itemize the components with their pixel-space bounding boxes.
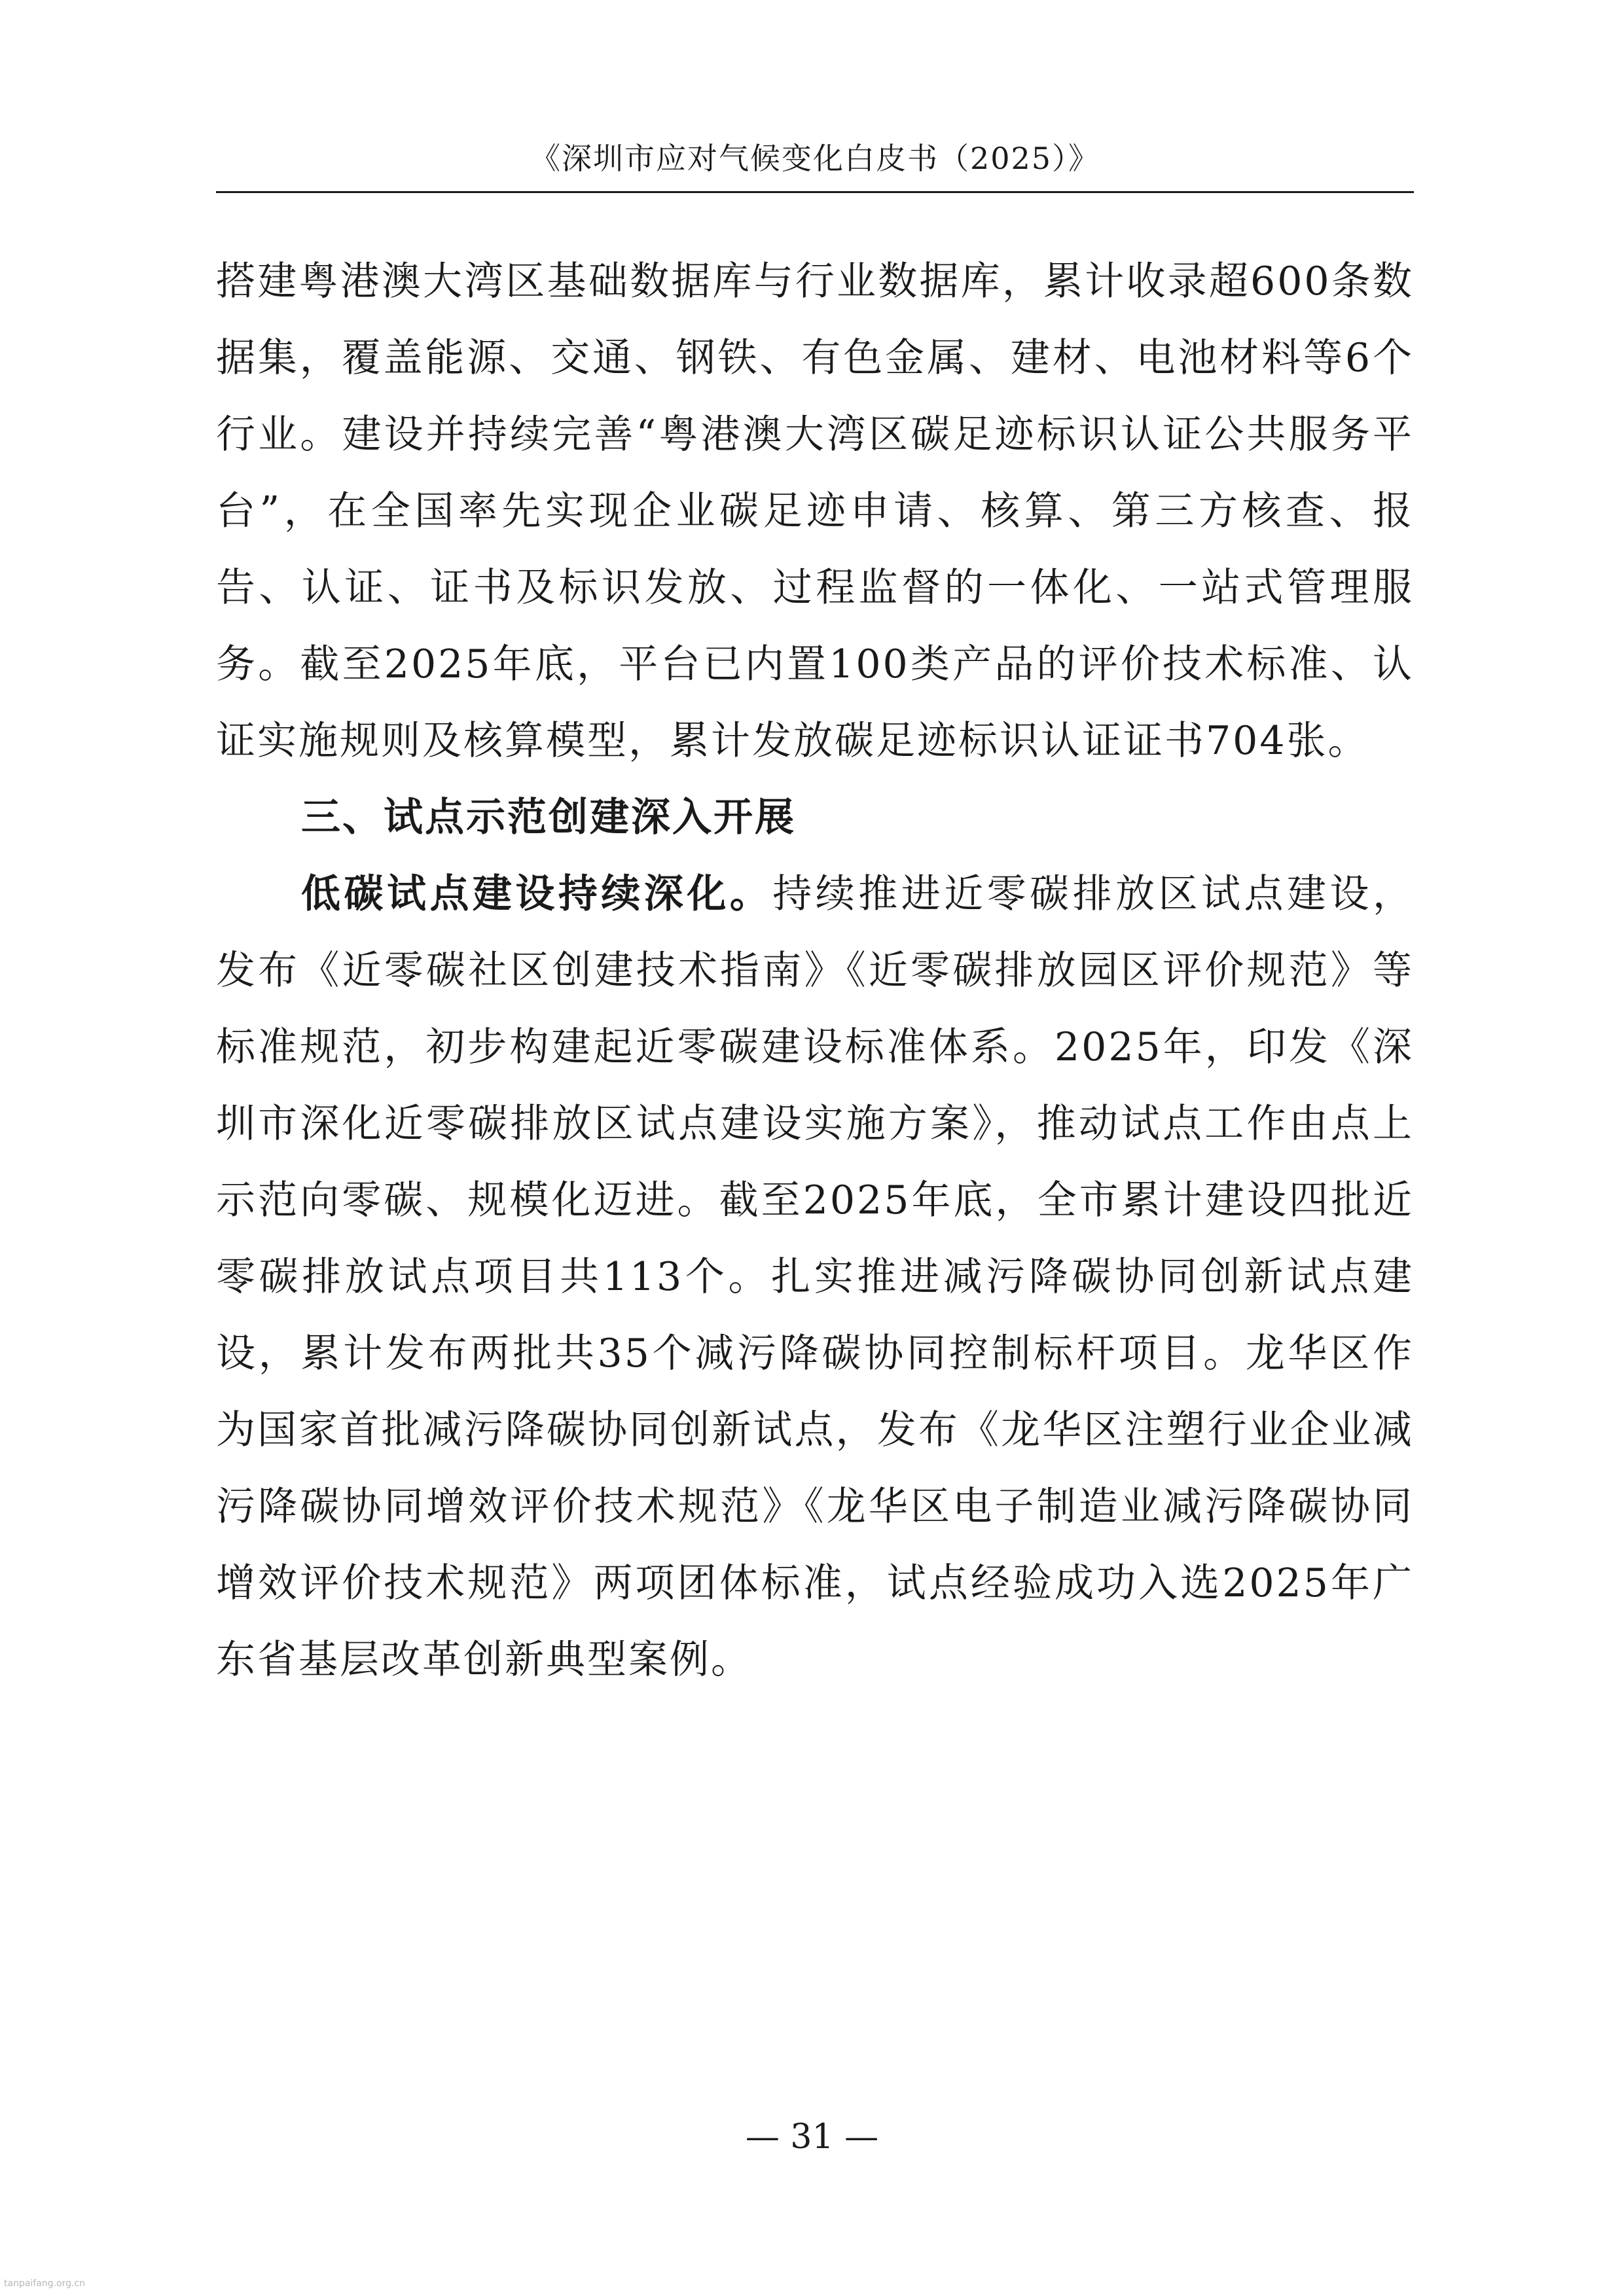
page-number: — 31 — — [745, 2117, 879, 2157]
section-heading: 三、试点示范创建深入开展 — [301, 795, 796, 840]
paragraph-lead-in: 低碳试点建设持续深化。 — [301, 871, 773, 917]
header-rule — [216, 191, 1414, 193]
paragraph-text: 持续推进近零碳排放区试点建设，发布《近零碳社区创建技术指南》《近零碳排放园区评价规范》等标准规范，初步构建起近零碳建设标准体系。2025年，印发《深圳市深化近零碳排放区试点建设实施方案》，推动试点工作由点上示范向零碳、规模化迈进。截至2025年底，全市累计建设四批近零碳排放试点项目共113个。扎实推进减污降碳协同创新试点建设，累计发布两批共35个减污降碳协同控制标杆项目。龙华区作为国家首批减污降碳协同创新试点，发布《龙华区注塑行业企业减污降碳协同增效评价技术规范》《龙华区电子制造业减污降碳协同增效评价技术规范》两项团体标准，试点经验成功入选2025年广东省基层改革创新典型案例。 — [216, 871, 1415, 1683]
paragraph: 搭建粤港澳大湾区基础数据库与行业数据库，累计收录超600条数据集，覆盖能源、交通、钢铁、有色金属、建材、电池材料等6个行业。建设并持续完善“粤港澳大湾区碳足迹标识认证公共服务平台”，在全国率先实现企业碳足迹申请、核算、第三方核查、报告、认证、证书及标识发放、过程监督的一体化、一站式管理服务。截至2025年底，平台已内置100类产品的评价技术标准、认证实施规则及核算模型，累计发放碳足迹标识认证证书704张。 — [216, 259, 1414, 764]
running-header-title: 《深圳市应对气候变化白皮书（2025）》 — [530, 141, 1100, 176]
paragraph — [216, 856, 1414, 1698]
body-text — [216, 243, 1414, 1698]
watermark: tanpaifang.org.cn — [4, 2278, 85, 2289]
